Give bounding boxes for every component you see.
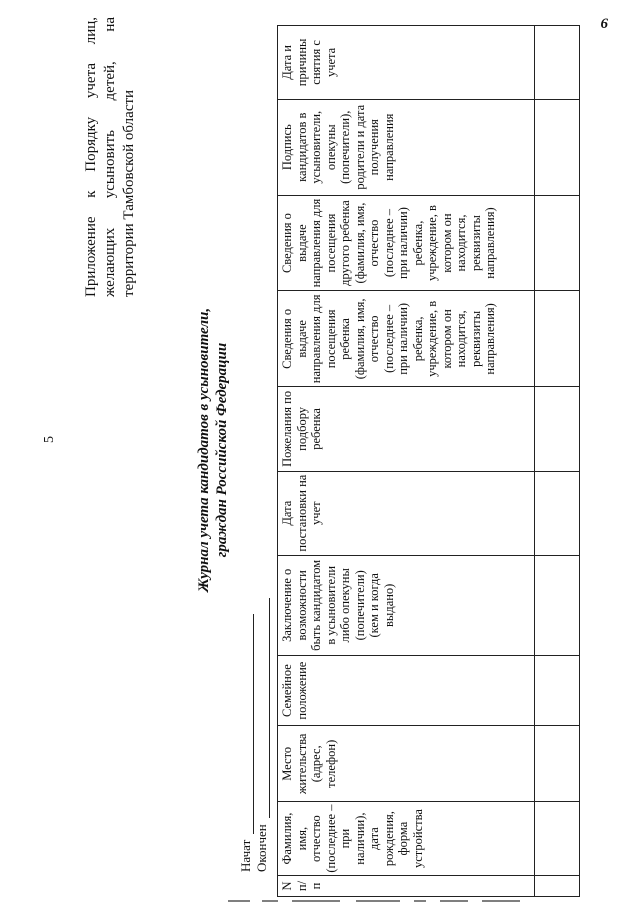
table-cell <box>535 195 580 291</box>
table-cell <box>535 471 580 555</box>
column-header: Сведения о выдаче направления для посещения другого ребенка (фамилия, имя, отчество (последнее – при наличии) ребенка, учреждение, в котором он находится, реквизиты направления) <box>278 195 535 291</box>
page-number: 5 <box>42 436 57 443</box>
table-cell <box>535 555 580 655</box>
appendix-line-1: Приложение к Порядку учета лиц, <box>83 17 99 297</box>
appendix-line-3: территории Тамбовской области <box>121 89 137 297</box>
column-header: Сведения о выдаче направления для посещения ребенка (фамилия, имя, отчество (последнее – при наличии) ребенка, учреждение, в котором он находится, реквизиты направления) <box>278 291 535 387</box>
table-header-row <box>278 26 535 897</box>
table-cell <box>535 875 580 896</box>
table-cell <box>535 99 580 195</box>
column-header: Дата постановки на учет <box>278 471 535 555</box>
finished-label: Окончен <box>254 824 269 872</box>
appendix-line-2: желающих усыновить детей, на <box>102 17 118 297</box>
column-header: Подпись кандидатов в усыновители, опекуны (попечители), родители и дата получения направления <box>278 99 535 195</box>
table-cell <box>535 26 580 100</box>
table-cell <box>535 802 580 876</box>
corner-page-number: 6 <box>600 16 608 32</box>
appendix-note <box>82 17 139 297</box>
table-cell <box>535 291 580 387</box>
started-blank <box>242 614 254 834</box>
column-header: Семейное положение <box>278 655 535 726</box>
column-header: Пожелания по подбору ребенка <box>278 387 535 471</box>
column-header: N п/п <box>278 875 535 896</box>
column-header: Место жительства (адрес, телефон) <box>278 726 535 802</box>
column-header: Фамилия, имя, отчество (последнее – при наличии), дата рождения, форма устройства <box>278 802 535 876</box>
table-cell <box>535 726 580 802</box>
column-header: Заключение о возможности быть кандидатом в усыновители либо опекуны (попечители) (кем и когда выдано) <box>278 555 535 655</box>
journal-title-line-2: граждан Российской Федерации <box>214 342 230 558</box>
column-header: Дата и причины снятия с учета <box>278 26 535 100</box>
table-row <box>535 26 580 897</box>
finished-blank <box>258 598 270 818</box>
journal-title-line-1: Журнал учета кандидатов в усыновители, <box>196 307 212 593</box>
scan-edge-marks <box>0 895 640 905</box>
table-cell <box>535 655 580 726</box>
started-label: Начат <box>238 839 253 872</box>
journal-dates <box>238 598 270 872</box>
table-cell <box>535 387 580 471</box>
journal-table <box>277 25 580 897</box>
journal-title <box>195 275 231 625</box>
